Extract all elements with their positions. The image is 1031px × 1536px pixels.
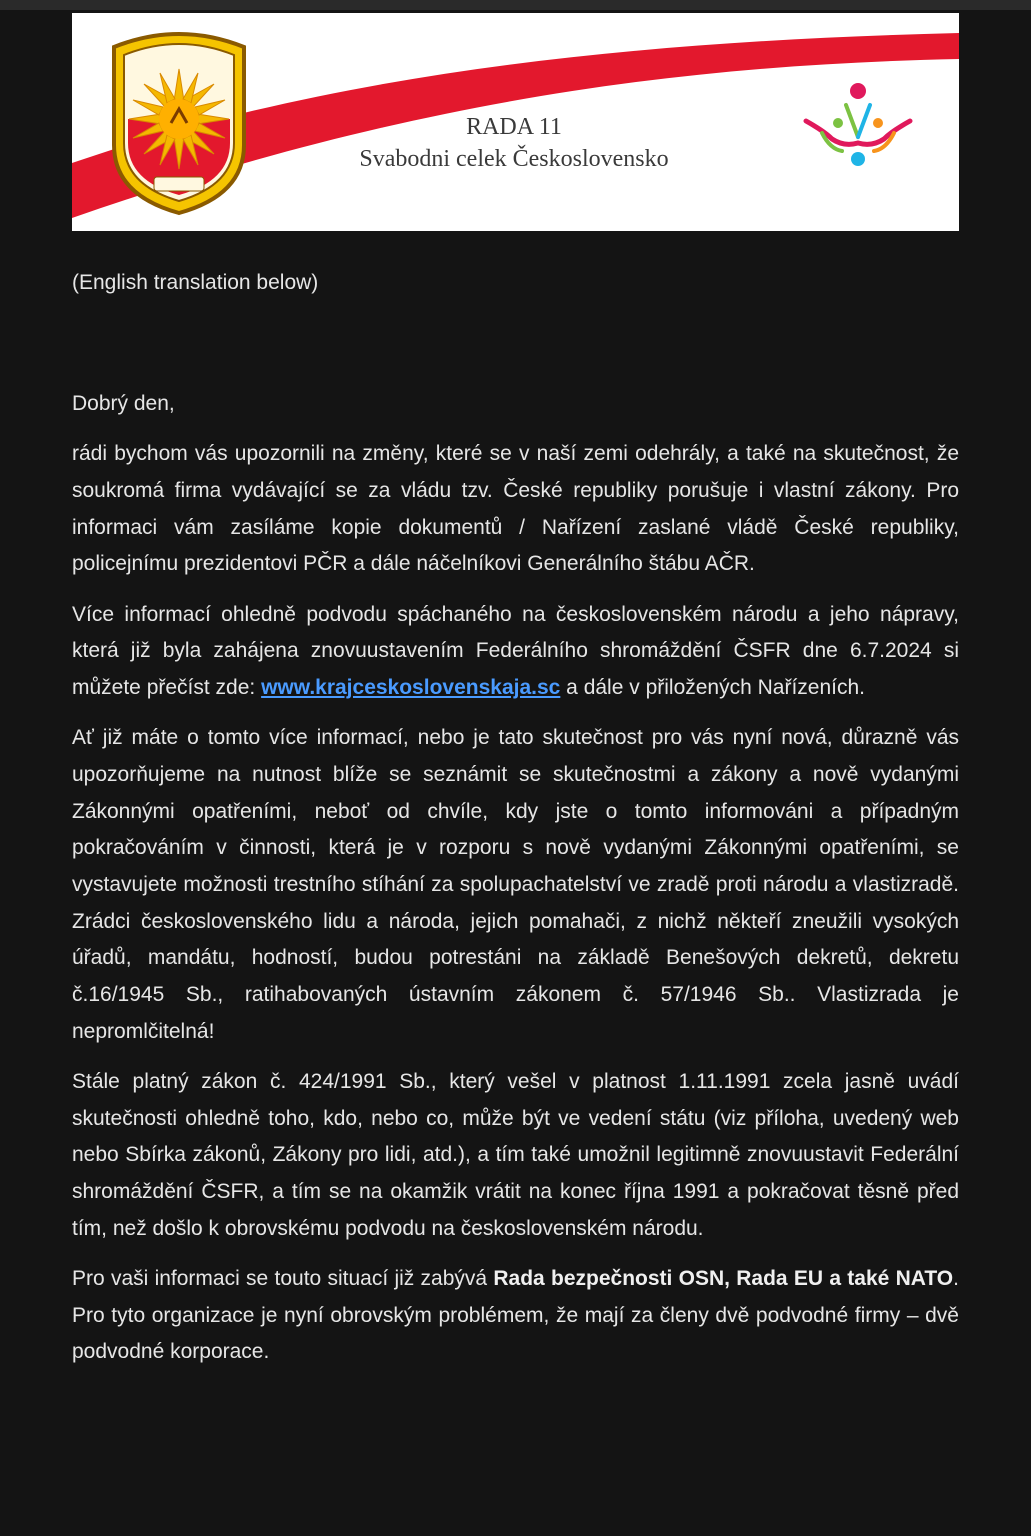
- top-bar: [0, 0, 1031, 10]
- paragraph-3: Ať již máte o tomto více informací, nebo je tato skutečnost pro vás nyní nová, důrazně vás upozorňujeme na nutnost blíže se seznámit se skutečnostmi a zákony a nově vydanými Zákonnými opatřeními, neboť od chvíle, kdy jste o tomto informováni a případným pokračováním v činnosti, která je v rozporu s nově vydanými Zákonnými opatřeními, se vystavujete možnosti trestního stíhání za spolupachatelství ve zradě proti národu a vlastizradě. Zrádci československého lidu a národa, jejich pomahači, z nichž někteří zneužili vysokých úřadů, mandátu, hodností, budou potrestáni na základě Benešových dekretů, dekretu č.16/1945 Sb., ratihabovaných ústavním zákonem č. 57/1946 Sb.. Vlastizrada je nepromlčitelná!: [72, 726, 959, 1043]
- title-rada-11: RADA 11: [466, 114, 562, 140]
- translation-note: (English translation below): [72, 271, 319, 294]
- rada11-coat-of-arms-emblem: [104, 27, 254, 217]
- paragraph-2-text-after: a dále v přiložených Nařízeních.: [560, 675, 865, 699]
- paragraph-5-bold-organizations: Rada bezpečnosti OSN, Rada EU a také NATO: [493, 1266, 954, 1290]
- title-organization: Svabodni celek Československo: [359, 146, 669, 172]
- paragraph-5: [72, 1261, 959, 1371]
- paragraph-1: rádi bychom vás upozornili na změny, které se v naší zemi odehrály, a také na skutečnost, že soukromá firma vydávající se za vládu tzv. České republiky porušuje i vlastní zákony. Pro informaci vám zasíláme kopie dokumentů / Nařízení zaslané vládě České republiky, policejnímu prezidentovi PČR a dále náčelníkovi Generálního štábu AČR.: [72, 442, 959, 576]
- website-link[interactable]: www.krajceskoslovenskaja.sc: [261, 675, 561, 699]
- letter-body: [72, 386, 959, 1385]
- letterhead-title: [304, 111, 724, 175]
- flower-people-logo: [802, 81, 914, 171]
- paragraph-5-text-before: Pro vaši informaci se touto situací již zabývá: [72, 1266, 494, 1290]
- paragraph-2: [72, 597, 959, 707]
- greeting: Dobrý den,: [72, 392, 175, 415]
- paragraph-5-text-after: . Pro tyto organizace je nyní obrovským problémem, že mají za členy dvě podvodné firmy – dvě podvodné korporace.: [72, 1266, 959, 1364]
- paragraph-2-text-before: Více informací ohledně podvodu spáchaného na československém národu a jeho nápravy, která již byla zahájena znovuustavením Federálního shromáždění ČSFR dne 6.7.2024 si můžete přečíst zde:: [72, 602, 959, 699]
- letterhead-banner: [72, 13, 959, 231]
- paragraph-4: Stále platný zákon č. 424/1991 Sb., který vešel v platnost 1.11.1991 zcela jasně uvádí skutečnosti ohledně toho, kdo, nebo co, může být ve vedení státu (viz příloha, uvedený web nebo Sbírka zákonů, Zákony pro lidi, atd.), a tím také umožnil legitimně znovuustavit Federální shromáždění ČSFR, a tím se na okamžik vrátit na konec října 1991 a pokračovat těsně před tím, než došlo k obrovskému podvodu na československém národu.: [72, 1069, 959, 1240]
